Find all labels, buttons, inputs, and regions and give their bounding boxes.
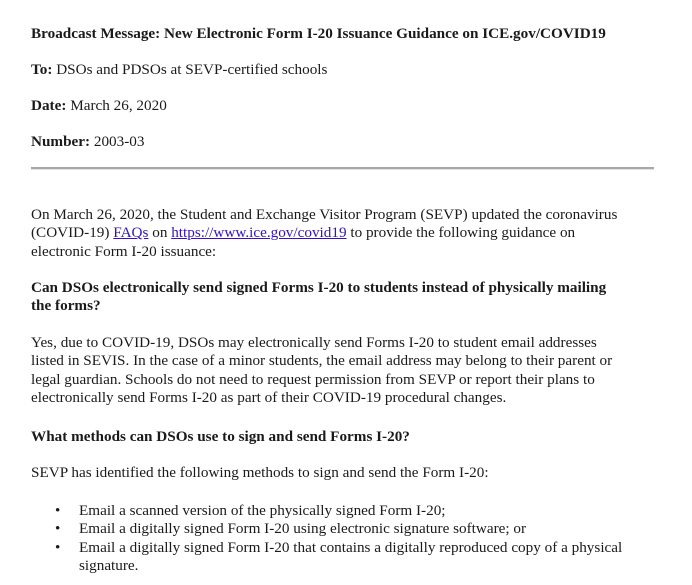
answer-2-paragraph	[31, 464, 661, 482]
intro-line-2-mid: on	[148, 224, 172, 242]
number-label: Number:	[31, 133, 91, 150]
to-line	[31, 61, 327, 79]
answer-1-line-4: electronically send Forms I-20 as part of their COVID-19 procedural changes.	[31, 388, 507, 406]
number-value: 2003-03	[93, 133, 145, 150]
method-2-text: Email a digitally signed Form I-20 using electronic signature software; or	[79, 520, 527, 538]
answer-1-line-3: legal guardian. Schools do not need to request permission from SEVP or report their plans to	[31, 370, 595, 388]
method-1-text: Email a scanned version of the physically signed Form I-20;	[79, 502, 446, 519]
bullet-icon: •	[55, 502, 61, 519]
question-1-heading	[31, 279, 661, 316]
ice-covid19-link[interactable]: https://www.ice.gov/covid19	[171, 224, 347, 242]
number-line	[31, 133, 144, 151]
to-value: DSOs and PDSOs at SEVP-certified schools	[56, 61, 328, 78]
list-item	[31, 520, 661, 538]
horizontal-divider	[31, 167, 654, 170]
answer-1-line-1: Yes, due to COVID-19, DSOs may electronically send Forms I-20 to student email addresses	[31, 334, 597, 351]
date-label: Date:	[31, 97, 67, 114]
intro-line-2-pre: (COVID-19)	[31, 224, 114, 242]
method-3-text-line-2: signature.	[79, 556, 139, 574]
answer-2-line-1: SEVP has identified the following methods to sign and send the Form I-20:	[31, 464, 489, 481]
list-item	[31, 539, 661, 576]
intro-line-2-post: to provide the following guidance on	[346, 224, 576, 242]
answer-1-paragraph	[31, 334, 661, 407]
faqs-link[interactable]: FAQs	[113, 224, 149, 242]
question-1-line-1: Can DSOs electronically send signed Forms I-20 to students instead of physically mailing	[31, 279, 607, 296]
date-line	[31, 97, 167, 115]
question-2-line-1: What methods can DSOs use to sign and send Forms I-20?	[31, 428, 410, 445]
method-3-text-line-1: Email a digitally signed Form I-20 that contains a digitally reproduced copy of a physical	[79, 538, 623, 556]
signing-methods-list	[31, 502, 661, 575]
date-value: March 26, 2020	[70, 97, 167, 114]
answer-1-line-2: listed in SEVIS. In the case of a minor students, the email address may belong to their parent or	[31, 352, 613, 370]
intro-line-3: electronic Form I-20 issuance:	[31, 242, 217, 260]
list-item	[31, 502, 661, 520]
intro-paragraph	[31, 206, 661, 261]
question-1-line-2: the forms?	[31, 297, 101, 315]
intro-line-2	[31, 224, 661, 242]
to-label: To:	[31, 61, 53, 78]
broadcast-title: Broadcast Message: New Electronic Form I-20 Issuance Guidance on ICE.gov/COVID19	[31, 25, 606, 42]
intro-line-1: On March 26, 2020, the Student and Exchange Visitor Program (SEVP) updated the coronavirus	[31, 206, 618, 223]
bullet-icon: •	[55, 520, 61, 538]
bullet-icon: •	[55, 538, 61, 556]
question-2-heading	[31, 428, 661, 446]
